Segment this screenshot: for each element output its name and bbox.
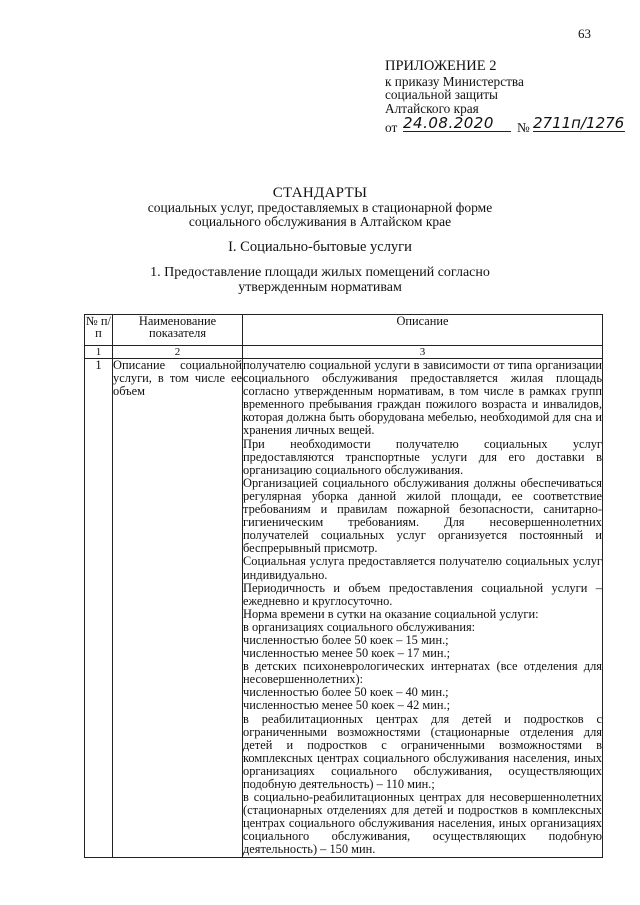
description-paragraph: Социальная услуга предоставляется получателю социальных услуг индивидуально. bbox=[243, 554, 602, 582]
order-date: 24.08.2020 bbox=[403, 117, 511, 131]
row-number: 1 bbox=[85, 359, 113, 858]
page-number: 63 bbox=[578, 26, 591, 41]
description-paragraph: численностью более 50 коек – 40 мин.; bbox=[243, 685, 449, 700]
subsection-title bbox=[0, 265, 640, 295]
description-paragraph: При необходимости получателю социальных услуг предоставляются транспортные услуги для его доставки в организацию социального обслуживания. bbox=[243, 436, 602, 477]
appendix-line: социальной защиты bbox=[385, 87, 498, 103]
subsection-line: утвержденным нормативам bbox=[238, 280, 402, 295]
standards-table bbox=[84, 314, 603, 858]
order-number: 2711п/1276 bbox=[533, 114, 625, 133]
description-paragraph: в социально-реабилитационных центрах для несовершеннолетних (стационарных отделениях для детей и подростков в комплексных центрах социального обслуживания населения, иных организациях социального обслуживания, осуществляющих подобную деятельность) – 150 мин. bbox=[243, 790, 602, 857]
description-paragraph: в детских психоневрологических интернатах (все отделения для несовершеннолетних): bbox=[243, 659, 602, 687]
description-paragraph: в реабилитационных центрах для детей и подростков с ограниченными возможностями (стационарные отделения для детей и подростков с ограниченными возможностями в комплексных центрах социального обслуживания населения, иных организациях социального обслуживания, осуществляющих подобную деятельность) – 110 мин.; bbox=[243, 711, 602, 791]
column-number: 1 bbox=[85, 346, 113, 359]
description-paragraph: численностью менее 50 коек – 42 мин.; bbox=[243, 698, 451, 713]
column-number-row bbox=[85, 346, 603, 359]
description-paragraph: Норма времени в сутки на оказание социальной услуги: bbox=[243, 606, 539, 621]
row-indicator-name: Описание социальной услуги, в том числе ее объем bbox=[113, 359, 243, 858]
table-header-row bbox=[85, 315, 603, 346]
subtitle-line: социальных услуг, предоставляемых в стационарной форме bbox=[147, 200, 493, 215]
document-title: СТАНДАРТЫ bbox=[272, 185, 368, 201]
description-paragraph: численностью более 50 коек – 15 мин.; bbox=[243, 632, 449, 647]
row-description bbox=[243, 359, 603, 858]
appendix-line: Алтайского края bbox=[385, 100, 479, 116]
header-name: Наименование показателя bbox=[113, 315, 243, 346]
number-label: № bbox=[517, 120, 530, 136]
table-row bbox=[85, 359, 603, 858]
column-number: 3 bbox=[243, 346, 603, 359]
order-reference bbox=[385, 114, 625, 137]
description-paragraph: получателю социальной услуги в зависимости от типа организации социального обслуживания предоставляется жилая площадь согласно утвержденным нормативам, в том числе в рамках групп временного пребывания граждан пожилого возраста и инвалидов, которая должна быть оборудована мебелью, необходимой для сна и хранения личных вещей. bbox=[243, 358, 602, 438]
header-num: № п/п bbox=[85, 315, 113, 346]
description-paragraph: Периодичность и объем предоставления социальной услуги – ежедневно и круглосуточно. bbox=[243, 580, 602, 608]
description-paragraph: Организацией социального обслуживания должны обеспечиваться регулярная уборка данной жилой площади, ее соответствие требованиям и правилам пожарной безопасности, санитарно-гигиеническим требованиям. Для несовершеннолетних получателей социальных услуг организуется постоянный и беспрерывный присмотр. bbox=[243, 475, 602, 556]
description-paragraph: в организациях социального обслуживания: bbox=[243, 619, 476, 634]
header-desc: Описание bbox=[243, 315, 603, 346]
column-number: 2 bbox=[113, 346, 243, 359]
appendix-block bbox=[385, 58, 625, 137]
appendix-line: к приказу Министерства bbox=[385, 74, 524, 89]
document-subtitle bbox=[0, 201, 640, 229]
subtitle-line: социального обслуживания в Алтайском крае bbox=[188, 214, 452, 229]
appendix-title: ПРИЛОЖЕНИЕ 2 bbox=[385, 58, 497, 74]
section-title: I. Социально-бытовые услуги bbox=[228, 239, 412, 255]
subsection-line: 1. Предоставление площади жилых помещений согласно bbox=[150, 265, 490, 280]
from-label: от bbox=[385, 120, 398, 136]
description-paragraph: численностью менее 50 коек – 17 мин.; bbox=[243, 646, 451, 661]
